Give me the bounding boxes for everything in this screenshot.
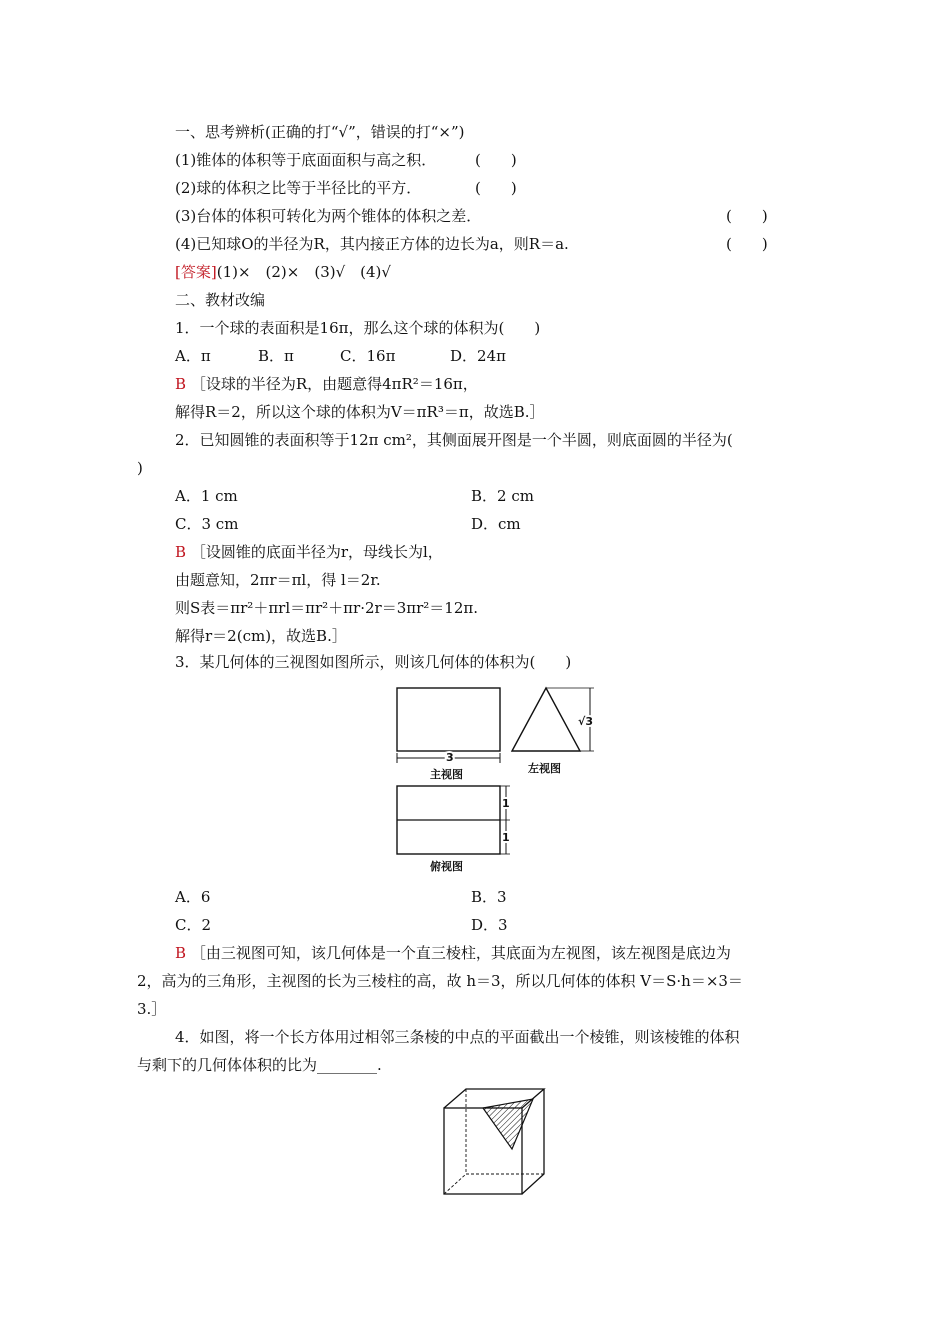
judgement-item-1: (1)锥体的体积等于底面面积与高之积． — [175, 151, 437, 169]
q1-answer: B — [175, 375, 187, 393]
answer-line — [175, 262, 391, 282]
q3-answer: B — [175, 944, 187, 962]
q1-option-b: B．π — [258, 347, 294, 365]
cuboid-figure — [440, 1086, 550, 1198]
judgement-blank-4: ( ) — [726, 235, 768, 253]
q2-solution-3: 则S表＝πr²＋πrl＝πr²＋πr·2r＝3πr²＝12π. — [175, 599, 478, 617]
judgement-item-4: (4)已知球O的半径为R，其内接正方体的边长为a，则R＝a. — [175, 235, 569, 253]
judgement-blank-1: ( ) — [475, 151, 517, 169]
q2-solution-1 — [175, 542, 443, 562]
side-dim-label: √3 — [578, 715, 593, 728]
q1-solution-1 — [175, 374, 478, 394]
q3-option-b: B．3 — [471, 888, 507, 906]
top-view-label: 俯视图 — [430, 860, 463, 873]
q2-option-c: C．3 cm — [175, 515, 239, 533]
judgement-item-2: (2)球的体积之比等于半径比的平方． — [175, 179, 422, 197]
q2-stem-1: 2．已知圆锥的表面积等于12π cm²，其侧面展开图是一个半圆，则底面圆的半径为( — [175, 431, 733, 449]
section-title-judgement: 一、思考辨析(正确的打“√”，错误的打“×”) — [175, 123, 465, 141]
q2-solution-2: 由题意知，2πr＝πl，得 l＝2r. — [175, 571, 381, 589]
q3-solution-3: 3.］ — [137, 1000, 167, 1018]
top-dim-label-2: 1 — [502, 831, 510, 844]
side-view-label: 左视图 — [528, 762, 561, 775]
three-view-figure — [380, 682, 610, 878]
q2-solution-text-1: ［设圆锥的底面半径为r，母线长为l， — [190, 543, 443, 561]
q3-solution-1 — [175, 943, 731, 963]
q1-option-d: D．24π — [450, 347, 506, 365]
cuboid-hidden-edge-3 — [444, 1174, 466, 1194]
q3-option-d: D．3 — [471, 916, 508, 934]
top-dim-label-1: 1 — [502, 797, 510, 810]
judgement-blank-3: ( ) — [726, 207, 768, 225]
judgement-blank-2: ( ) — [475, 179, 517, 197]
q4-stem-2: 与剩下的几何体体积的比为________. — [137, 1056, 382, 1074]
q2-option-d: D．cm — [471, 515, 521, 533]
q3-option-a: A．6 — [175, 888, 211, 906]
q3-stem: 3．某几何体的三视图如图所示，则该几何体的体积为( ) — [175, 653, 572, 671]
q2-stem-2: ) — [137, 459, 143, 477]
q2-solution-4: 解得r＝2(cm)，故选B.］ — [175, 627, 347, 645]
q1-option-a: A．π — [175, 347, 211, 365]
side-view-triangle — [512, 688, 580, 751]
judgement-item-3: (3)台体的体积可转化为两个锥体的体积之差． — [175, 207, 482, 225]
q1-option-c: C．16π — [340, 347, 396, 365]
section-title-textbook: 二、教材改编 — [175, 291, 266, 309]
cut-section-triangle — [483, 1099, 533, 1149]
q1-solution-text-1: ［设球的半径为R，由题意得4πR²＝16π， — [190, 375, 478, 393]
answer-text: (1)× (2)× (3)√ (4)√ — [216, 263, 391, 281]
q1-solution-2: 解得R＝2，所以这个球的体积为V＝πR³＝π，故选B.］ — [175, 403, 545, 421]
front-dim-label: 3 — [446, 751, 454, 764]
front-view-rect — [397, 688, 500, 751]
q3-solution-text-1: ［由三视图可知，该几何体是一个直三棱柱，其底面为左视图，该左视图是底边为 — [190, 944, 731, 962]
q2-option-a: A．1 cm — [175, 487, 238, 505]
q3-option-c: C．2 — [175, 916, 212, 934]
q4-stem-1: 4．如图，将一个长方体用过相邻三条棱的中点的平面截出一个棱锥，则该棱锥的体积 — [175, 1028, 740, 1046]
q2-option-b: B．2 cm — [471, 487, 534, 505]
q2-answer: B — [175, 543, 187, 561]
answer-tag: [答案] — [175, 263, 217, 281]
q1-stem: 1．一个球的表面积是16π，那么这个球的体积为( ) — [175, 319, 541, 337]
q3-solution-2: 2，高为的三角形，主视图的长为三棱柱的高，故 h＝3，所以几何体的体积 V＝S·h＝×3＝ — [137, 972, 743, 990]
front-view-label: 主视图 — [430, 768, 463, 781]
